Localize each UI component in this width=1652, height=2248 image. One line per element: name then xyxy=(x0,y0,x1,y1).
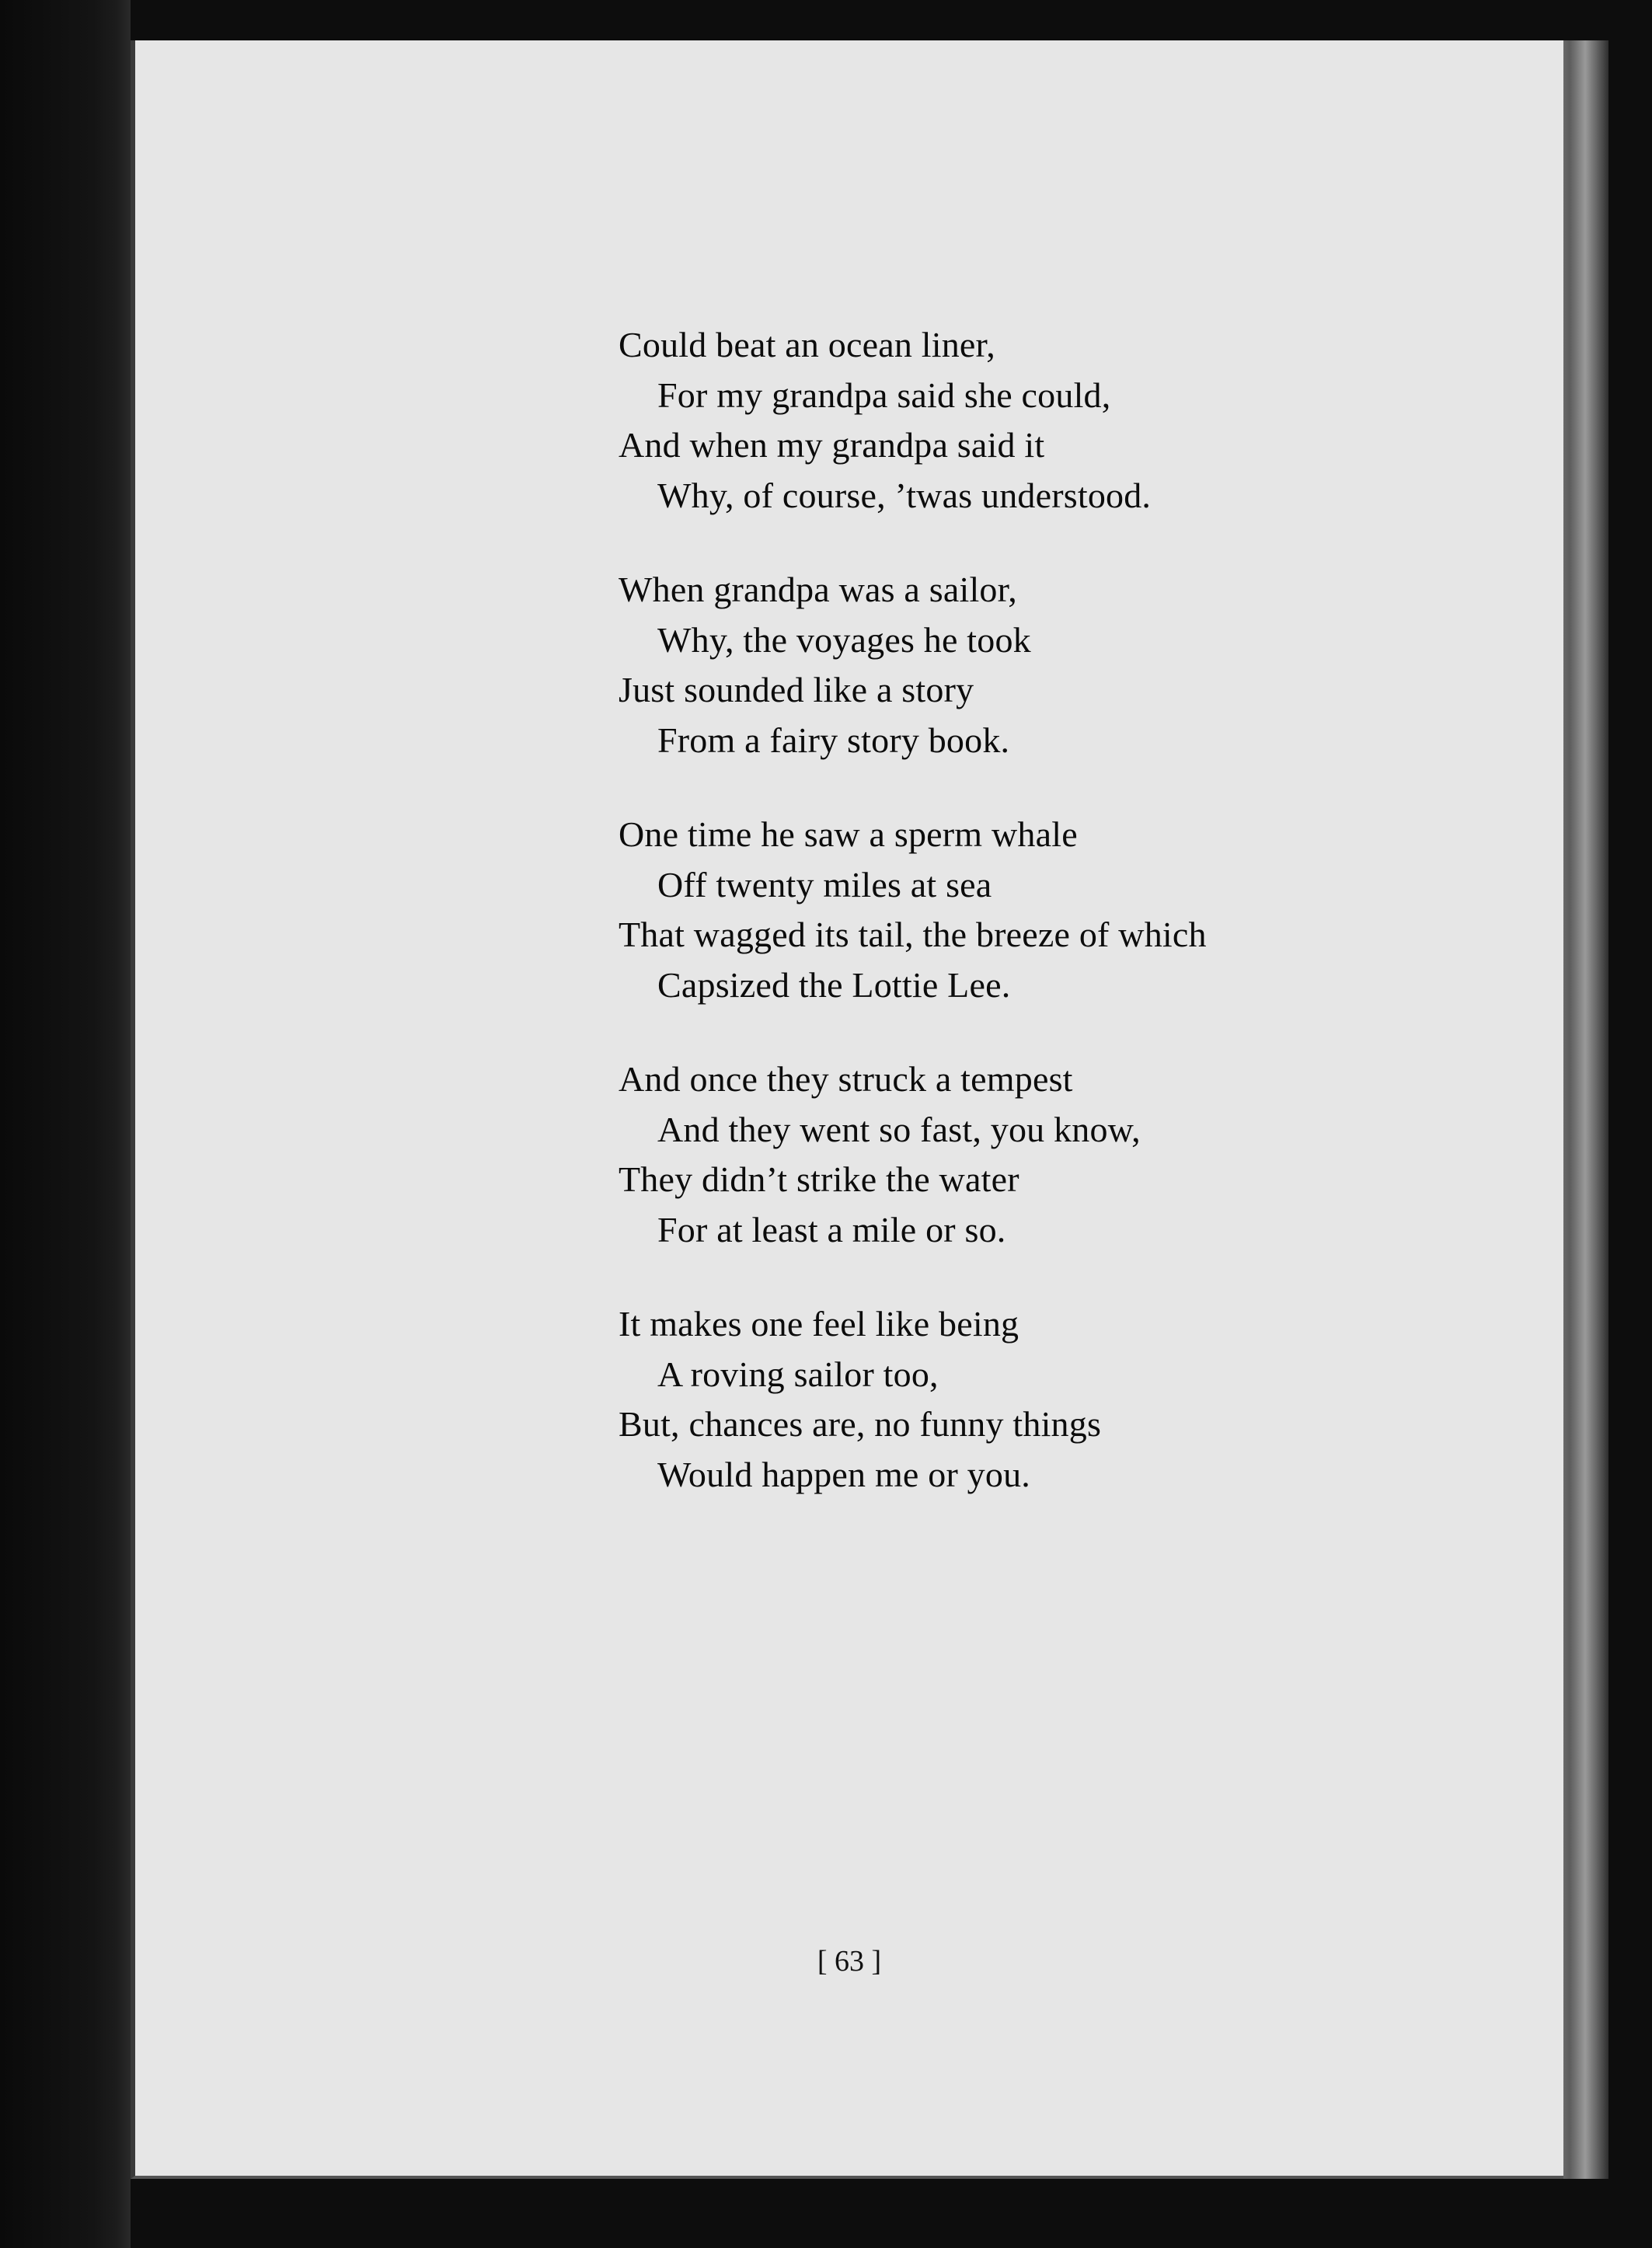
poem-line: Would happen me or you. xyxy=(657,1454,1030,1494)
book-page xyxy=(131,40,1563,2179)
poem-line: And once they struck a tempest xyxy=(619,1059,1073,1099)
poem-line: From a fairy story book. xyxy=(657,720,1010,760)
left-page-edge xyxy=(0,0,131,2248)
poem-line: Just sounded like a story xyxy=(619,670,974,709)
poem-line: A roving sailor too, xyxy=(657,1354,939,1394)
poem-line: Why, of course, ’twas understood. xyxy=(657,475,1152,515)
poem xyxy=(619,320,1396,1544)
poem-line: Capsized the Lottie Lee. xyxy=(657,964,1011,1005)
poem-line: They didn’t strike the water xyxy=(619,1159,1019,1199)
poem-line: For at least a mile or so. xyxy=(657,1209,1006,1249)
page-number: [ 63 ] xyxy=(817,1945,882,1978)
poem-line: For my grandpa said she could, xyxy=(657,375,1111,415)
poem-line: And they went so fast, you know, xyxy=(657,1109,1141,1149)
stanza-2 xyxy=(619,565,1396,765)
stanza-4 xyxy=(619,1054,1396,1255)
stanza-3 xyxy=(619,810,1396,1010)
stanza-5 xyxy=(619,1299,1396,1500)
poem-line: Why, the voyages he took xyxy=(657,619,1031,660)
poem-line: That wagged its tail, the breeze of which xyxy=(619,915,1207,954)
poem-line: But, chances are, no funny things xyxy=(619,1404,1102,1444)
poem-line: It makes one feel like being xyxy=(619,1304,1019,1344)
stanza-1 xyxy=(619,320,1396,521)
poem-line: Could beat an ocean liner, xyxy=(619,325,995,364)
poem-line: When grandpa was a sailor, xyxy=(619,570,1017,609)
poem-line: Off twenty miles at sea xyxy=(657,864,992,904)
poem-line: One time he saw a sperm whale xyxy=(619,814,1078,854)
poem-line: And when my grandpa said it xyxy=(619,425,1045,465)
